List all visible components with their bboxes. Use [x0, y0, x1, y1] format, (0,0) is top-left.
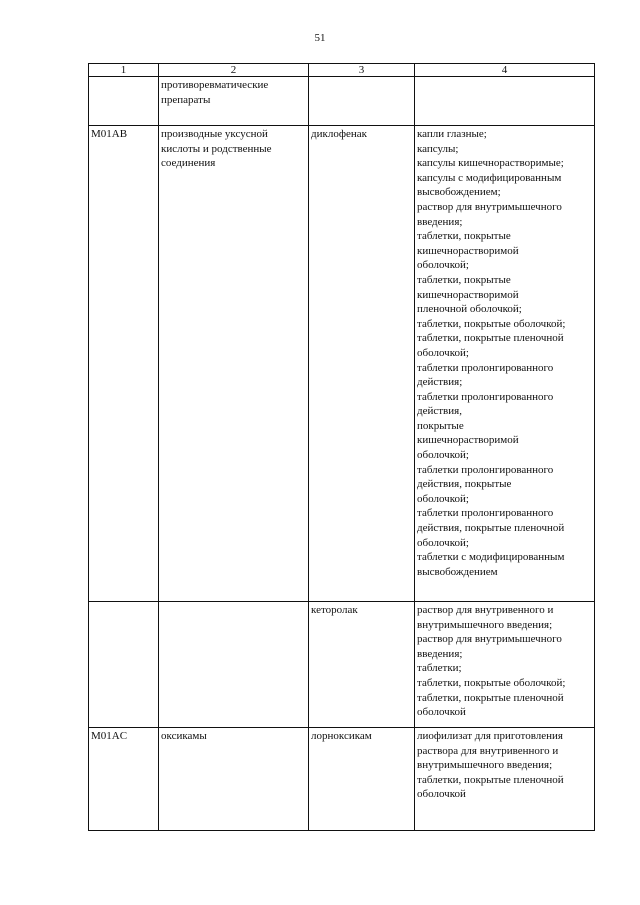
substance-text: лорноксикам [311, 730, 372, 742]
group-cell [159, 126, 309, 602]
page-number: 51 [314, 32, 326, 44]
forms-cell [415, 77, 595, 126]
group-text: противоревматические препараты [161, 79, 269, 106]
code-cell [89, 602, 159, 728]
group-cell [159, 77, 309, 126]
substance-text: кеторолак [311, 604, 358, 616]
group-text: оксикамы [161, 730, 207, 742]
table-row [89, 602, 595, 728]
substance-cell [309, 126, 415, 602]
table-header-row [89, 64, 595, 77]
forms-cell [415, 728, 595, 831]
substance-cell [309, 728, 415, 831]
column-header-1: 1 [89, 64, 159, 77]
code-cell [89, 77, 159, 126]
column-header-4: 4 [415, 64, 595, 77]
forms-text: лиофилизат для приготовления раствора для внутривенного и внутримышечного введения; таблетки, покрытые пленочной оболочкой [417, 730, 564, 801]
column-header-2: 2 [159, 64, 309, 77]
forms-text: раствор для внутривенного и внутримышечного введения; раствор для внутримышечного введения; таблетки; таблетки, покрытые оболочкой; таблетки, покрытые пленочной оболочкой [417, 604, 566, 719]
drug-classification-table [88, 63, 595, 831]
code-text: M01AC [91, 730, 128, 742]
group-cell [159, 602, 309, 728]
table-row [89, 728, 595, 831]
column-header-3: 3 [309, 64, 415, 77]
forms-cell [415, 602, 595, 728]
substance-text: диклофенак [311, 128, 367, 140]
table-row [89, 126, 595, 602]
substance-cell [309, 77, 415, 126]
code-cell [89, 126, 159, 602]
code-text: M01AB [91, 128, 128, 140]
group-cell [159, 728, 309, 831]
forms-cell [415, 126, 595, 602]
substance-cell [309, 602, 415, 728]
code-cell [89, 728, 159, 831]
forms-text: капли глазные; капсулы; капсулы кишечнорастворимые; капсулы с модифицированным высвобождением; раствор для внутримышечного введения; таблетки, покрытые кишечнорастворимой оболочкой; таблетки, покрытые кишечнорастворимой пленочной оболочкой; таблетки, покрытые оболочкой; таблетки, покрытые пленочной оболочкой; таблетки пролонгированного действия; таблетки пролонгированного действия, покрытые кишечнорастворимой оболочкой; таблетки пролонгированного действия, покрытые оболочкой; таблетки пролонгированного действия, покрытые пленочной оболочкой; таблетки с модифицированным высвобождением [417, 128, 566, 578]
table-row [89, 77, 595, 126]
group-text: производные уксусной кислоты и родственные соединения [161, 128, 272, 170]
